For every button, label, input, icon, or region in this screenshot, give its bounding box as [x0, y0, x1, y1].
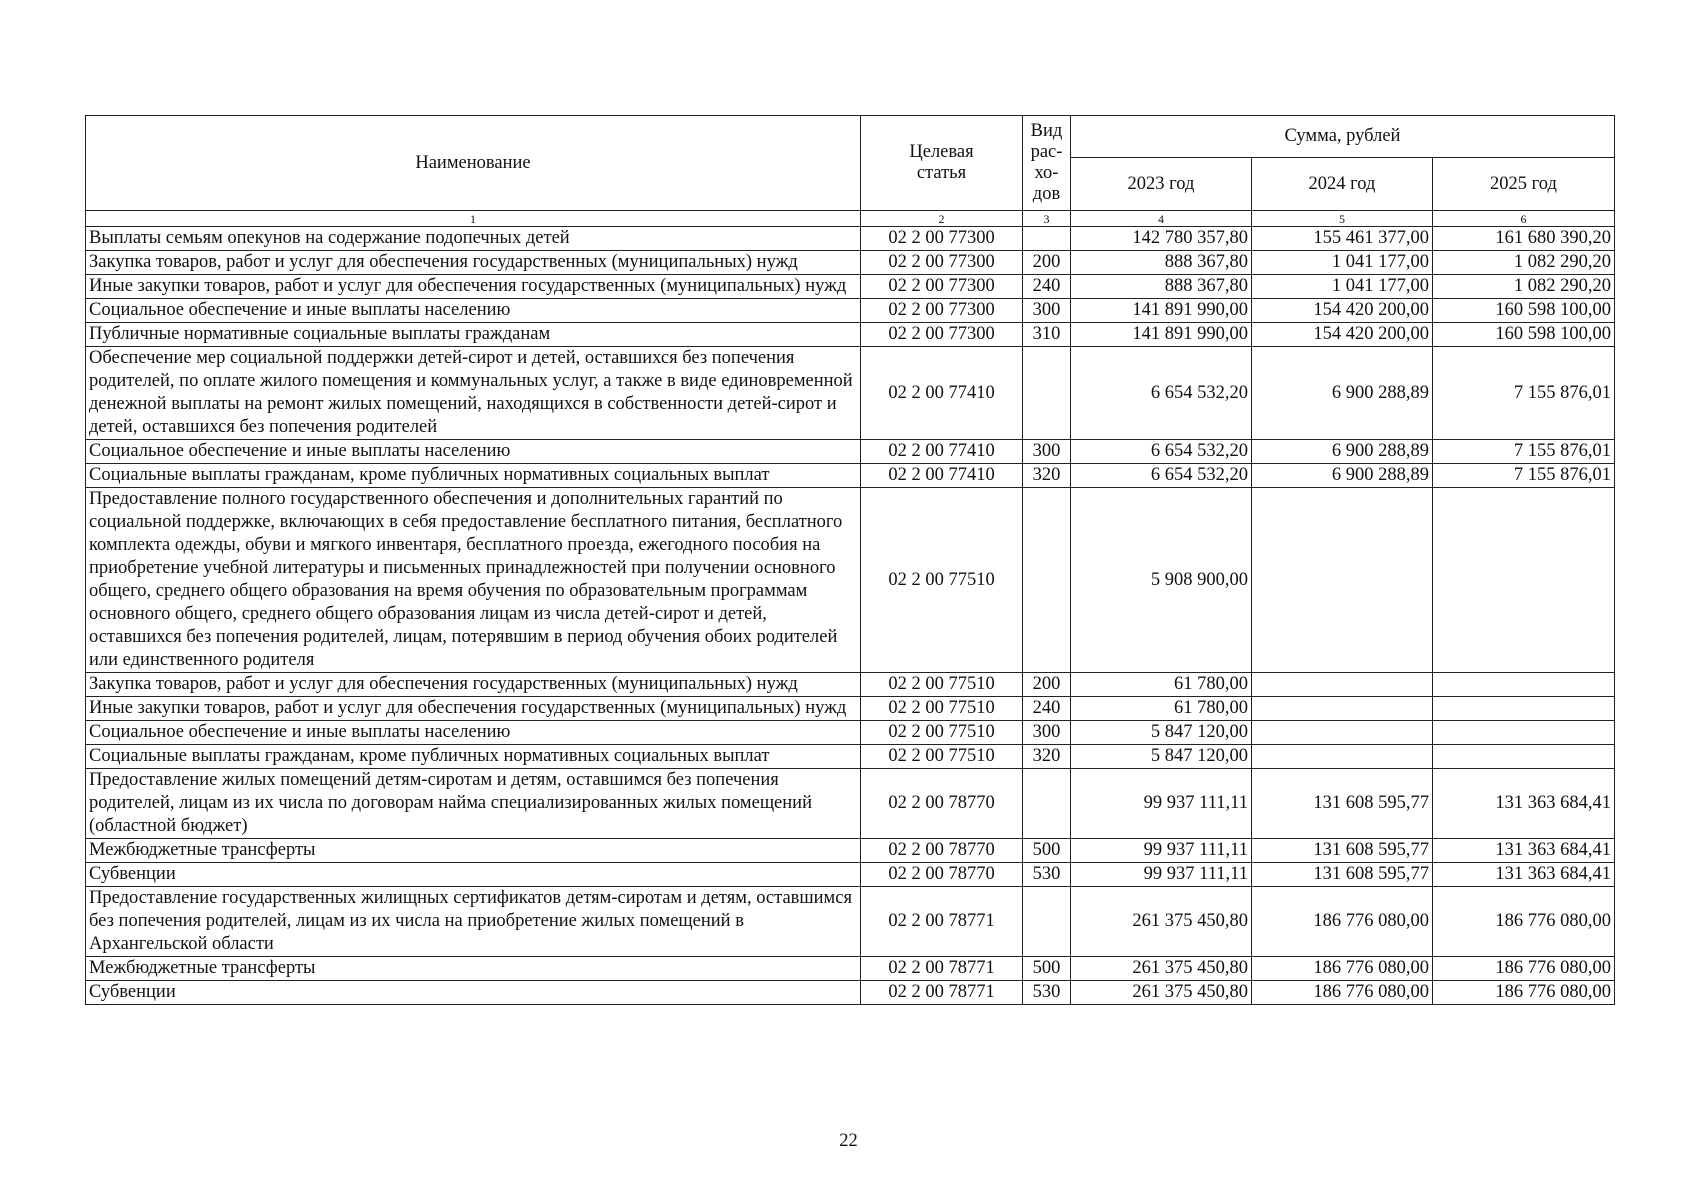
row-expense-type: 310: [1023, 323, 1071, 347]
row-name: Социальные выплаты гражданам, кроме публичных нормативных социальных выплат: [86, 745, 861, 769]
row-amount-2023: 99 937 111,11: [1071, 839, 1252, 863]
row-expense-type: [1023, 488, 1071, 673]
row-expense-type: 320: [1023, 464, 1071, 488]
row-name: Субвенции: [86, 981, 861, 1005]
table-row: [86, 745, 1615, 769]
row-target-article: 02 2 00 78771: [861, 981, 1023, 1005]
row-amount-2023: 141 891 990,00: [1071, 323, 1252, 347]
row-amount-2023: 99 937 111,11: [1071, 769, 1252, 839]
row-amount-2024: 155 461 377,00: [1252, 227, 1433, 251]
page-number: 22: [839, 1131, 858, 1151]
row-amount-2024: 6 900 288,89: [1252, 347, 1433, 440]
row-amount-2025: 131 363 684,41: [1433, 769, 1615, 839]
column-index: 6: [1433, 211, 1615, 227]
row-expense-type: 530: [1023, 863, 1071, 887]
row-amount-2023: 61 780,00: [1071, 673, 1252, 697]
row-amount-2023: 888 367,80: [1071, 251, 1252, 275]
table-row: [86, 464, 1615, 488]
row-target-article: 02 2 00 77410: [861, 464, 1023, 488]
header-year-2025: 2025 год: [1433, 158, 1615, 211]
column-index: 5: [1252, 211, 1433, 227]
row-target-article: 02 2 00 78770: [861, 863, 1023, 887]
row-amount-2025: [1433, 745, 1615, 769]
header-year-2024: 2024 год: [1252, 158, 1433, 211]
row-target-article: 02 2 00 78771: [861, 887, 1023, 957]
row-amount-2025: 131 363 684,41: [1433, 863, 1615, 887]
row-name: Публичные нормативные социальные выплаты гражданам: [86, 323, 861, 347]
row-name: Межбюджетные трансферты: [86, 957, 861, 981]
row-amount-2024: [1252, 697, 1433, 721]
row-amount-2023: 6 654 532,20: [1071, 440, 1252, 464]
header-name: Наименование: [86, 116, 861, 211]
row-name: Иные закупки товаров, работ и услуг для обеспечения государственных (муниципальных) нужд: [86, 275, 861, 299]
row-amount-2024: 131 608 595,77: [1252, 839, 1433, 863]
row-target-article: 02 2 00 77510: [861, 697, 1023, 721]
row-expense-type: 500: [1023, 839, 1071, 863]
row-amount-2024: [1252, 673, 1433, 697]
row-amount-2023: 5 847 120,00: [1071, 745, 1252, 769]
row-name: Социальные выплаты гражданам, кроме публичных нормативных социальных выплат: [86, 464, 861, 488]
row-name: Закупка товаров, работ и услуг для обеспечения государственных (муниципальных) нужд: [86, 673, 861, 697]
row-amount-2024: 154 420 200,00: [1252, 323, 1433, 347]
budget-table: [85, 115, 1615, 1005]
row-amount-2024: 6 900 288,89: [1252, 440, 1433, 464]
header-amount: Сумма, рублей: [1071, 116, 1615, 158]
row-target-article: 02 2 00 77300: [861, 323, 1023, 347]
row-amount-2025: [1433, 488, 1615, 673]
table-row: [86, 347, 1615, 440]
row-amount-2023: 6 654 532,20: [1071, 464, 1252, 488]
row-target-article: 02 2 00 77510: [861, 745, 1023, 769]
header-expense-type: Вид рас-хо-дов: [1023, 116, 1071, 211]
row-amount-2023: 5 908 900,00: [1071, 488, 1252, 673]
row-expense-type: 320: [1023, 745, 1071, 769]
row-expense-type: [1023, 227, 1071, 251]
row-amount-2023: 141 891 990,00: [1071, 299, 1252, 323]
row-amount-2024: 186 776 080,00: [1252, 957, 1433, 981]
row-expense-type: 240: [1023, 275, 1071, 299]
table-row: [86, 957, 1615, 981]
row-amount-2025: 7 155 876,01: [1433, 347, 1615, 440]
row-target-article: 02 2 00 78771: [861, 957, 1023, 981]
column-index: 4: [1071, 211, 1252, 227]
row-target-article: 02 2 00 77410: [861, 440, 1023, 464]
row-name: Социальное обеспечение и иные выплаты населению: [86, 721, 861, 745]
table-row: [86, 697, 1615, 721]
table-row: [86, 275, 1615, 299]
row-target-article: 02 2 00 78770: [861, 769, 1023, 839]
row-name: Иные закупки товаров, работ и услуг для обеспечения государственных (муниципальных) нужд: [86, 697, 861, 721]
table-row: [86, 769, 1615, 839]
table-row: [86, 323, 1615, 347]
row-target-article: 02 2 00 77510: [861, 673, 1023, 697]
row-expense-type: [1023, 347, 1071, 440]
column-index: 3: [1023, 211, 1071, 227]
row-amount-2025: [1433, 697, 1615, 721]
row-amount-2025: 186 776 080,00: [1433, 887, 1615, 957]
row-amount-2024: 186 776 080,00: [1252, 887, 1433, 957]
row-amount-2025: 1 082 290,20: [1433, 251, 1615, 275]
row-amount-2025: 160 598 100,00: [1433, 323, 1615, 347]
row-expense-type: [1023, 887, 1071, 957]
table-row: [86, 839, 1615, 863]
row-amount-2023: 61 780,00: [1071, 697, 1252, 721]
row-amount-2025: 160 598 100,00: [1433, 299, 1615, 323]
table-row: [86, 299, 1615, 323]
row-target-article: 02 2 00 77300: [861, 299, 1023, 323]
row-amount-2023: 6 654 532,20: [1071, 347, 1252, 440]
row-expense-type: 240: [1023, 697, 1071, 721]
table-row: [86, 721, 1615, 745]
row-target-article: 02 2 00 77300: [861, 251, 1023, 275]
row-expense-type: 200: [1023, 673, 1071, 697]
row-name: Социальное обеспечение и иные выплаты населению: [86, 440, 861, 464]
row-name: Предоставление полного государственного обеспечения и дополнительных гарантий по социальной поддержке, включающих в себя предоставление бесплатного питания, бесплатного комплекта одежды, обуви и мягкого инвентаря, бесплатного проезда, ежегодного пособия на приобретение учебной литературы и письменных принадлежностей при получении основного общего, среднего общего образования на время обучения по образовательным программам основного общего, среднего общего образования лицам из числа детей-сирот и детей, оставшихся без попечения родителей, лицам, потерявшим в период обучения обоих родителей или единственного родителя: [86, 488, 861, 673]
table-body: [86, 227, 1615, 1005]
row-expense-type: 300: [1023, 721, 1071, 745]
row-name: Социальное обеспечение и иные выплаты населению: [86, 299, 861, 323]
row-amount-2025: [1433, 721, 1615, 745]
row-expense-type: 200: [1023, 251, 1071, 275]
table-row: [86, 440, 1615, 464]
row-amount-2024: [1252, 745, 1433, 769]
row-amount-2025: 1 082 290,20: [1433, 275, 1615, 299]
header-year-2023: 2023 год: [1071, 158, 1252, 211]
row-name: Предоставление государственных жилищных сертификатов детям-сиротам и детям, оставшимся без попечения родителей, лицам из их числа на приобретение жилых помещений в Архангельской области: [86, 887, 861, 957]
row-target-article: 02 2 00 77300: [861, 227, 1023, 251]
table-row: [86, 887, 1615, 957]
row-amount-2024: 1 041 177,00: [1252, 251, 1433, 275]
column-index: 1: [86, 211, 861, 227]
row-expense-type: 300: [1023, 440, 1071, 464]
row-target-article: 02 2 00 77510: [861, 721, 1023, 745]
row-expense-type: 300: [1023, 299, 1071, 323]
row-amount-2023: 261 375 450,80: [1071, 957, 1252, 981]
row-amount-2024: [1252, 721, 1433, 745]
row-target-article: 02 2 00 78770: [861, 839, 1023, 863]
row-amount-2025: 7 155 876,01: [1433, 464, 1615, 488]
row-name: Субвенции: [86, 863, 861, 887]
row-amount-2023: 99 937 111,11: [1071, 863, 1252, 887]
row-amount-2024: 6 900 288,89: [1252, 464, 1433, 488]
row-amount-2024: 154 420 200,00: [1252, 299, 1433, 323]
table-row: [86, 863, 1615, 887]
row-amount-2023: 142 780 357,80: [1071, 227, 1252, 251]
row-name: Межбюджетные трансферты: [86, 839, 861, 863]
row-amount-2025: [1433, 673, 1615, 697]
table-row: [86, 488, 1615, 673]
table-row: [86, 227, 1615, 251]
row-expense-type: [1023, 769, 1071, 839]
row-name: Обеспечение мер социальной поддержки детей-сирот и детей, оставшихся без попечения родителей, по оплате жилого помещения и коммунальных услуг, а также в виде единовременной денежной выплаты на ремонт жилых помещений, находящихся в собственности детей-сирот и детей, оставшихся без попечения родителей: [86, 347, 861, 440]
row-name: Закупка товаров, работ и услуг для обеспечения государственных (муниципальных) нужд: [86, 251, 861, 275]
row-amount-2023: 261 375 450,80: [1071, 981, 1252, 1005]
row-target-article: 02 2 00 77510: [861, 488, 1023, 673]
row-expense-type: 500: [1023, 957, 1071, 981]
row-amount-2024: 1 041 177,00: [1252, 275, 1433, 299]
row-amount-2025: 186 776 080,00: [1433, 981, 1615, 1005]
table-row: [86, 981, 1615, 1005]
row-amount-2024: 186 776 080,00: [1252, 981, 1433, 1005]
row-amount-2025: 131 363 684,41: [1433, 839, 1615, 863]
row-amount-2025: 7 155 876,01: [1433, 440, 1615, 464]
row-amount-2023: 5 847 120,00: [1071, 721, 1252, 745]
row-amount-2023: 261 375 450,80: [1071, 887, 1252, 957]
row-amount-2024: 131 608 595,77: [1252, 863, 1433, 887]
table-row: [86, 673, 1615, 697]
row-expense-type: 530: [1023, 981, 1071, 1005]
row-amount-2025: 186 776 080,00: [1433, 957, 1615, 981]
row-target-article: 02 2 00 77410: [861, 347, 1023, 440]
row-amount-2024: [1252, 488, 1433, 673]
row-name: Предоставление жилых помещений детям-сиротам и детям, оставшимся без попечения родителей, лицам из их числа по договорам найма специализированных жилых помещений (областной бюджет): [86, 769, 861, 839]
row-target-article: 02 2 00 77300: [861, 275, 1023, 299]
column-index: 2: [861, 211, 1023, 227]
header-target-article: Целевая статья: [861, 116, 1023, 211]
table-header: [86, 116, 1615, 227]
table-row: [86, 251, 1615, 275]
row-name: Выплаты семьям опекунов на содержание подопечных детей: [86, 227, 861, 251]
row-amount-2025: 161 680 390,20: [1433, 227, 1615, 251]
row-amount-2023: 888 367,80: [1071, 275, 1252, 299]
row-amount-2024: 131 608 595,77: [1252, 769, 1433, 839]
